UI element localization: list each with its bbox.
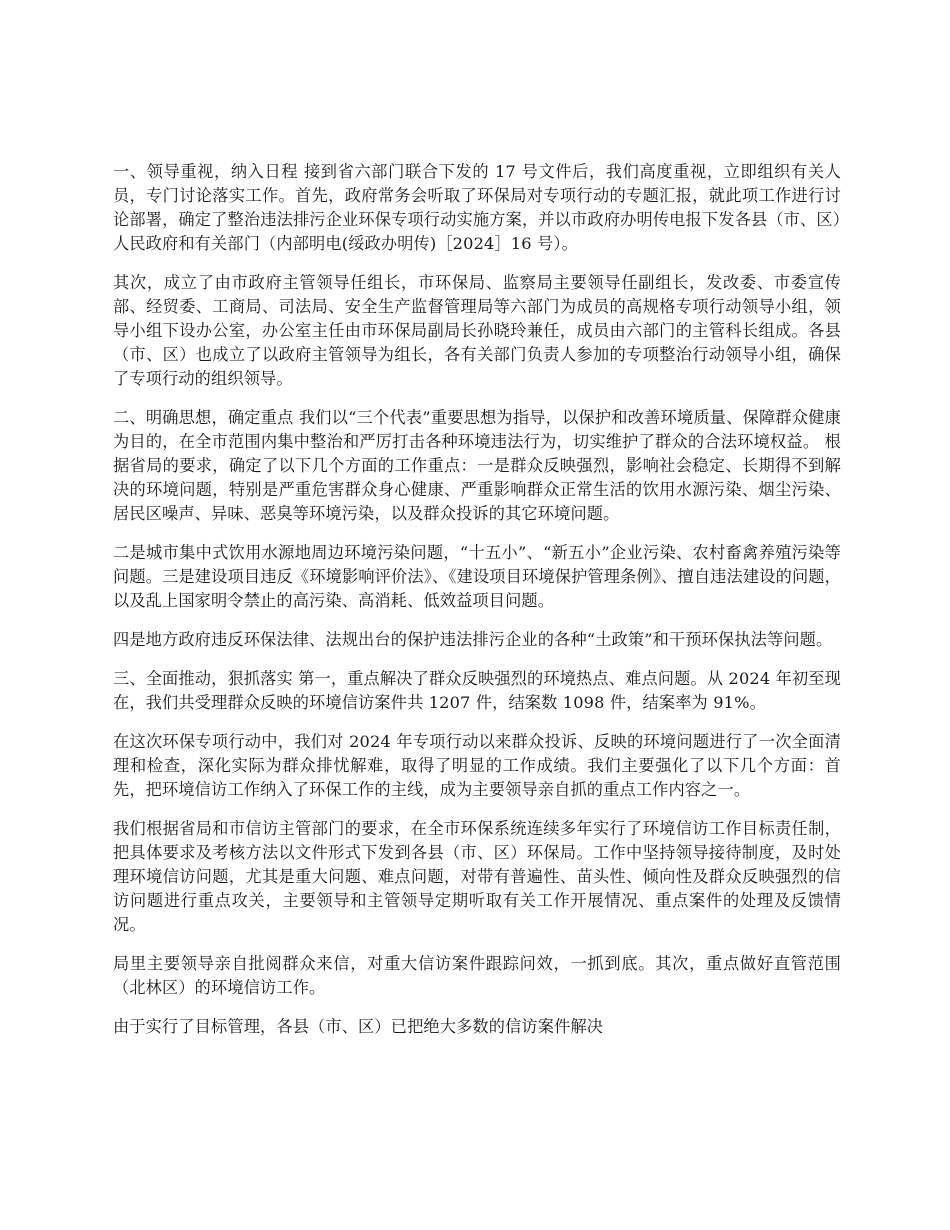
document-body [113,160,841,1054]
paragraph-water-source-pollution: 二是城市集中式饮用水源地周边环境污染问题，“十五小”、“新五小”企业污染、农村畜禽养殖污染等问题。三是建设项目违反《环境影响评价法》、《建设项目环境保护管理条例》、擅自违法建设的问题，以及乱上国家明令禁止的高污染、高消耗、低效益项目问题。 [113,543,841,610]
paragraph-special-action: 在这次环保专项行动中，我们对 2024 年专项行动以来群众投诉、反映的环境问题进行了一次全面清理和检查，深化实际为群众排忧解难，取得了明显的工作成绩。我们主要强化了以下几个方面：首先，把环境信访工作纳入了环保工作的主线，成为主要领导亲自抓的重点工作内容之一。 [113,732,841,799]
paragraph-target-management: 由于实行了目标管理，各县（市、区）已把绝大多数的信访案件解决 [113,1017,604,1036]
paragraph-key-priorities: 二、明确思想，确定重点 我们以“三个代表”重要思想为指导，以保护和改善环境质量、保障群众健康为目的，在全市范围内集中整治和严厉打击各种环境违法行为，切实维护了群众的合法环境权益。 根据省局的要求，确定了以下几个方面的工作重点：一是群众反映强烈，影响社会稳定、长期得不到解决的环境问题，特别是严重危害群众身心健康、严重影响群众正常生活的饮用水源污染、烟尘污染、居民区噪声、异味、恶臭等环境污染，以及群众投诉的其它环境问题。 [113,408,841,523]
paragraph-leader-review: 局里主要领导亲自批阅群众来信，对重大信访案件跟踪问效，一抓到底。其次，重点做好直管范围（北林区）的环境信访工作。 [113,954,841,997]
paragraph-responsibility-system: 我们根据省局和市信访主管部门的要求，在全市环保系统连续多年实行了环境信访工作目标责任制，把具体要求及考核方法以文件形式下发到各县（市、区）环保局。工作中坚持领导接待制度，及时处理环境信访问题，尤其是重大问题、难点问题，对带有普遍性、苗头性、倾向性及群众反映强烈的信访问题进行重点攻关，主要领导和主管领导定期听取有关工作开展情况、重点案件的处理及反馈情况。 [113,819,841,934]
paragraph-implementation: 三、全面推动，狠抓落实 第一，重点解决了群众反映强烈的环境热点、难点问题。从 2024 年初至现在，我们共受理群众反映的环境信访案件共 1207 件，结案数 1098 件，结案率为 91%。 [113,669,841,712]
paragraph-local-policies: 四是地方政府违反环保法律、法规出台的保护违法排污企业的各种“土政策”和干预环保执法等问题。 [113,630,833,649]
paragraph-leading-group: 其次，成立了由市政府主管领导任组长，市环保局、监察局主要领导任副组长，发改委、市委宣传部、经贸委、工商局、司法局、安全生产监督管理局等六部门为成员的高规格专项行动领导小组，领导小组下设办公室，办公室主任由市环保局副局长孙晓玲兼任，成员由六部门的主管科长组成。各县（市、区）也成立了以政府主管领导为组长，各有关部门负责人参加的专项整治行动领导小组，确保了专项行动的组织领导。 [113,273,841,388]
paragraph-leadership: 一、领导重视，纳入日程 接到省六部门联合下发的 17 号文件后，我们高度重视，立即组织有关人员，专门讨论落实工作。首先，政府常务会听取了环保局对专项行动的专题汇报，就此项工作进行讨论部署，确定了整治违法排污企业环保专项行动实施方案，并以市政府办明传电报下发各县（市、区）人民政府和有关部门（内部明电(绥政办明传)［2024］16 号）。 [113,162,841,253]
